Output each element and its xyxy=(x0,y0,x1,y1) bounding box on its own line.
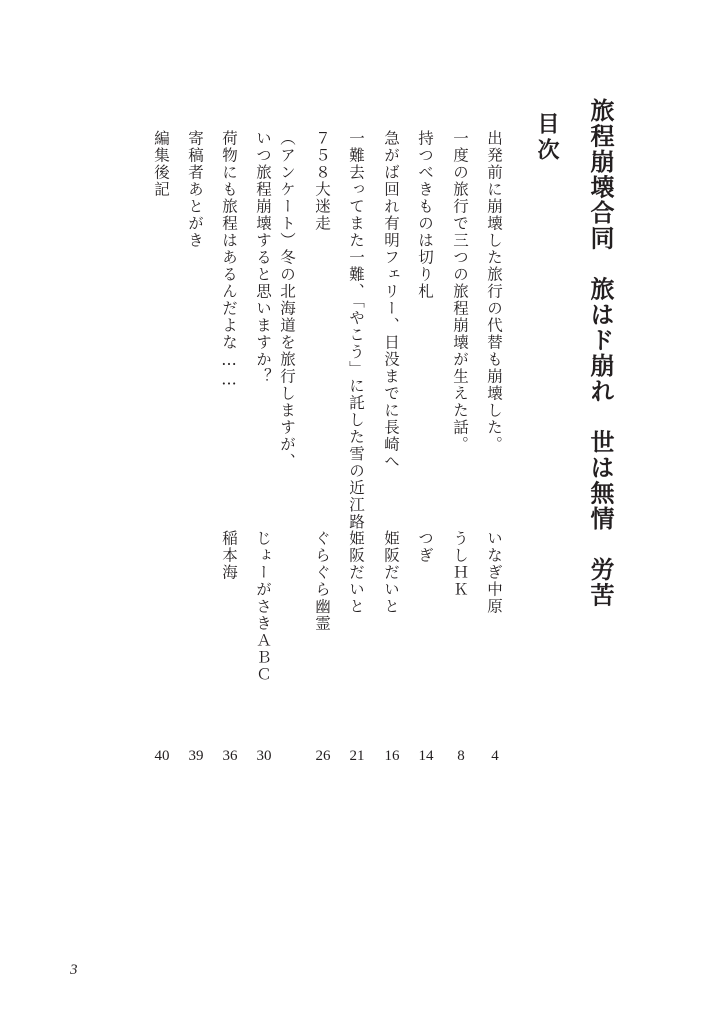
toc-entry-page: 21 xyxy=(349,748,365,764)
toc-entry-author: ぐらぐら幽霊 xyxy=(313,530,331,632)
book-title: 旅程崩壊合同 旅はド崩れ 世は無情 労苦 xyxy=(586,98,614,608)
toc-entry-title: 急がば回れ有明フェリー、日没までに長崎へ xyxy=(382,130,400,470)
toc-entry-page: 14 xyxy=(418,748,434,764)
toc-entry-title: 出発前に崩壊した旅行の代替も崩壊した。 xyxy=(485,130,503,453)
toc-entry-author: つぎ xyxy=(416,530,434,564)
toc-entry-title: いつ旅程崩壊すると思いますか？ xyxy=(254,130,272,385)
toc-entry-page: 30 xyxy=(256,748,272,764)
toc-entry-author: 稲本海 xyxy=(220,530,238,581)
toc-entry-title: ７５８大迷走 xyxy=(313,130,331,232)
toc-heading: 目次 xyxy=(534,112,559,164)
toc-entry-author: うしＨＫ xyxy=(451,530,469,598)
toc-entry-title: 寄稿者あとがき xyxy=(186,130,204,249)
toc-entry-author: 姫阪だいと xyxy=(382,530,400,615)
toc-entry-page: 16 xyxy=(384,748,400,764)
toc-entry-author: じょーがさきＡＢＣ xyxy=(254,530,272,683)
toc-entry-page: 8 xyxy=(457,748,465,764)
toc-entry-page: 26 xyxy=(315,748,331,764)
toc-entry-title: 一難去ってまた一難、「やこう」に託した雪の近江路 xyxy=(347,130,365,531)
toc-entry-title: 編集後記 xyxy=(152,130,170,198)
toc-entry-title: （アンケート）冬の北海道を旅行しますが、 xyxy=(278,130,296,470)
toc-entry-title: 持つべきものは切り札 xyxy=(416,130,434,300)
toc-entry-title: 荷物にも旅程はあるんだよな…… xyxy=(220,130,238,390)
toc-entry-author: いなぎ中原 xyxy=(485,530,503,615)
toc-entry-author: 姫阪だいと xyxy=(347,530,365,615)
toc-entry-page: 39 xyxy=(188,748,204,764)
toc-entry-page: 36 xyxy=(222,748,238,764)
toc-entry-title: 一度の旅行で三つの旅程崩壊が生えた話。 xyxy=(451,130,469,453)
page-folio: 3 xyxy=(70,962,78,978)
toc-entry-page: 4 xyxy=(491,748,499,764)
toc-entry-page: 40 xyxy=(154,748,170,764)
